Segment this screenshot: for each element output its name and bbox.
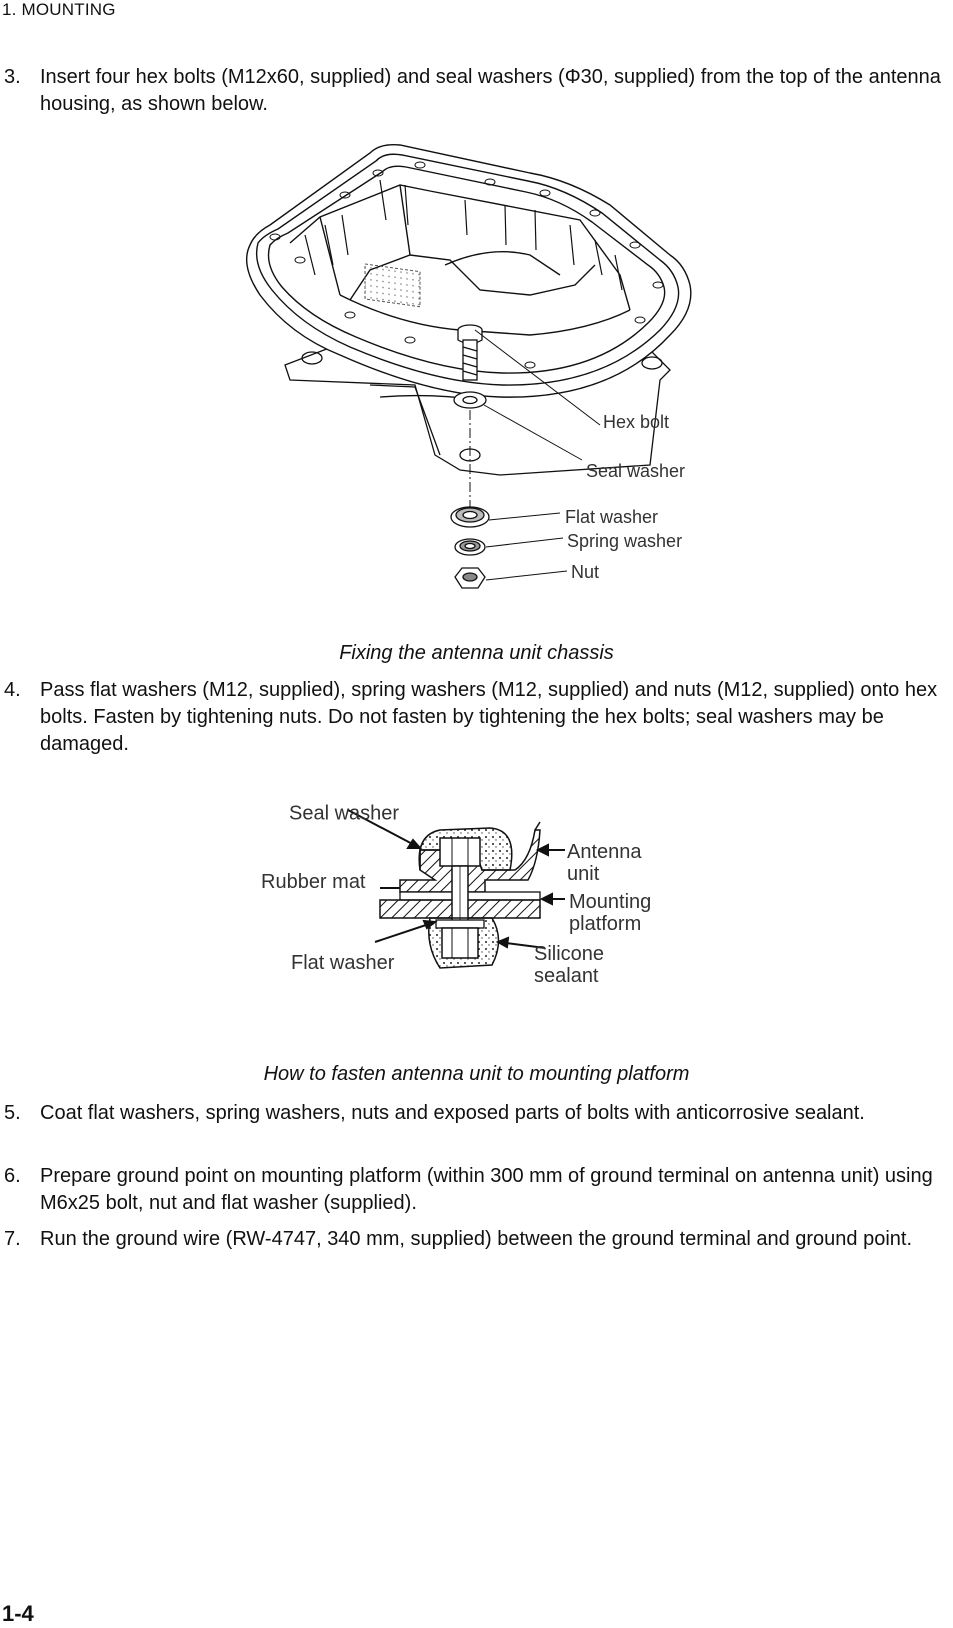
step-text: Prepare ground point on mounting platform (within 300 mm of ground terminal on antenna unit) using M6x25 bolt, nut and flat washer (supplied).	[40, 1165, 933, 1214]
seal-washer-part	[454, 392, 486, 408]
label-antenna-unit-line2: unit	[567, 863, 600, 885]
label-flat-washer: Flat washer	[565, 507, 659, 527]
step-text: Insert four hex bolts (M12x60, supplied) and seal washers (Φ30, supplied) from the top of the antenna housing, as shown below.	[40, 66, 941, 115]
label-nut: Nut	[571, 562, 600, 582]
step-4	[4, 677, 944, 758]
step-number: 7.	[4, 1228, 21, 1250]
step-number: 3.	[4, 66, 21, 88]
label-seal-washer: Seal washer	[586, 461, 686, 481]
spring-washer-part	[455, 539, 485, 555]
nut-part	[455, 568, 485, 588]
step-number: 4.	[4, 679, 21, 701]
label-silicone-sealant-line2: sealant	[534, 965, 599, 987]
step-number: 5.	[4, 1102, 21, 1124]
flat-washer-part	[451, 507, 489, 527]
step-5	[4, 1100, 944, 1127]
step-number: 6.	[4, 1165, 21, 1187]
label-flat-washer-2: Flat washer	[291, 952, 395, 974]
section-header: 1. MOUNTING	[2, 0, 116, 19]
figure-2-caption: How to fasten antenna unit to mounting platform	[263, 1063, 690, 1085]
step-text: Coat flat washers, spring washers, nuts and exposed parts of bolts with anticorrosive sealant.	[40, 1102, 865, 1124]
page-number: 1-4	[2, 1601, 34, 1626]
step-7	[4, 1226, 944, 1253]
label-antenna-unit-line1: Antenna	[567, 841, 642, 863]
rubber-mat-section	[400, 892, 540, 900]
label-mounting-platform-line2: platform	[569, 913, 642, 935]
label-spring-washer: Spring washer	[567, 531, 683, 551]
label-hex-bolt: Hex bolt	[603, 412, 670, 432]
label-mounting-platform-line1: Mounting	[569, 891, 652, 913]
figure-1-caption: Fixing the antenna unit chassis	[339, 642, 614, 664]
antenna-chassis-illustration	[230, 125, 730, 625]
step-text: Run the ground wire (RW-4747, 340 mm, supplied) between the ground terminal and ground point.	[40, 1228, 913, 1250]
label-rubber-mat: Rubber mat	[261, 871, 366, 893]
fastening-cross-section	[260, 800, 700, 1030]
step-6	[4, 1163, 944, 1217]
label-seal-washer-2: Seal washer	[289, 802, 400, 825]
step-text: Pass flat washers (M12, supplied), spring washers (M12, supplied) and nuts (M12, supplied) onto hex bolts. Fasten by tightening nuts. Do not fasten by tightening the hex bolts; seal washers may be damaged.	[40, 679, 938, 755]
step-3	[4, 64, 944, 118]
label-silicone-sealant-line1: Silicone	[534, 943, 605, 965]
